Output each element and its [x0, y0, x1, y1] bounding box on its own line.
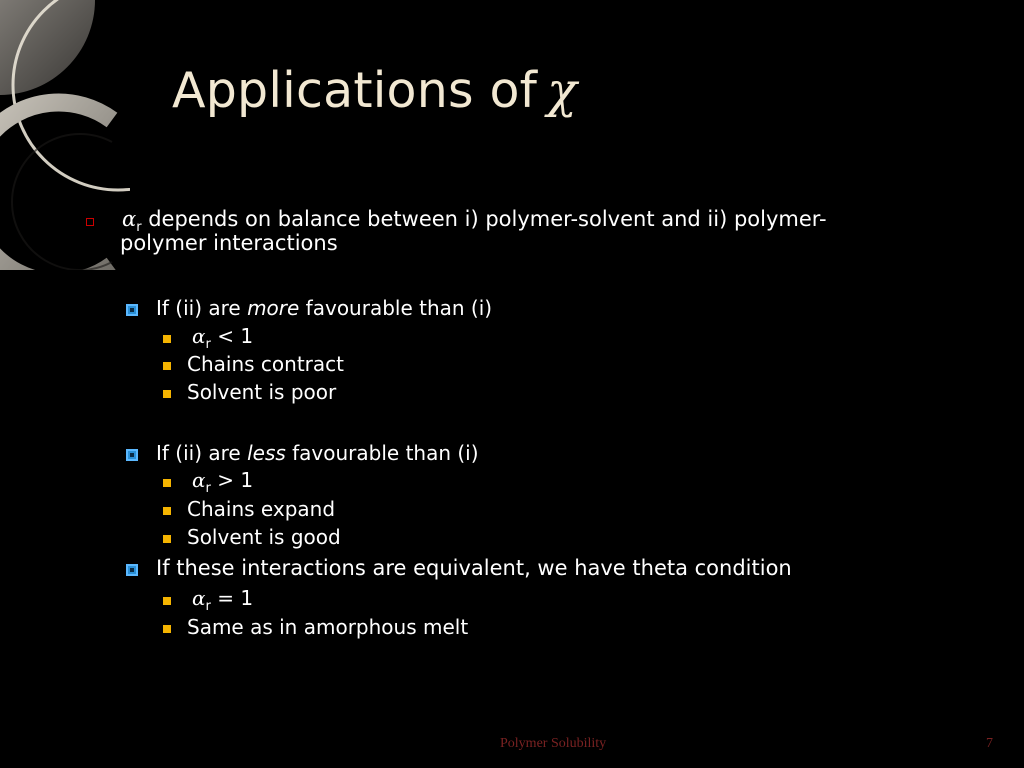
blue-square-bullet-icon	[126, 304, 138, 316]
intro-text: depends on balance between i) polymer-solvent and ii) polymer-	[141, 207, 827, 231]
heading-pre: If (ii) are	[156, 441, 248, 465]
item-text: < 1	[210, 324, 254, 348]
chi-symbol: χ	[547, 62, 578, 119]
intro-line-2: polymer interactions	[120, 231, 338, 255]
group-1-item-3: Solvent is poor	[187, 380, 337, 404]
group-2-item-2: Chains expand	[187, 497, 336, 521]
group-1-heading	[156, 296, 492, 320]
orange-square-bullet-icon	[163, 390, 171, 398]
outline-bullet-icon	[86, 218, 94, 226]
page-number: 7	[986, 736, 993, 751]
decorative-circles	[0, 0, 130, 270]
group-1-item-2: Chains contract	[187, 352, 344, 376]
orange-square-bullet-icon	[163, 535, 171, 543]
alpha-symbol: α	[192, 586, 206, 610]
footer-title: Polymer Solubility	[500, 736, 607, 751]
blue-square-bullet-icon	[126, 449, 138, 461]
group-2-item-1	[192, 468, 253, 496]
slide-title	[172, 62, 577, 119]
orange-square-bullet-icon	[163, 335, 171, 343]
orange-square-bullet-icon	[163, 507, 171, 515]
heading-pre: If these interactions are equivalent, we have theta condition	[156, 556, 792, 580]
item-text: > 1	[210, 468, 254, 492]
subscript-r: r	[205, 481, 211, 496]
heading-post: favourable than (i)	[285, 441, 479, 465]
alpha-symbol: α	[192, 468, 206, 492]
alpha-symbol: α	[192, 324, 206, 348]
orange-square-bullet-icon	[163, 479, 171, 487]
orange-square-bullet-icon	[163, 597, 171, 605]
item-text: = 1	[210, 586, 254, 610]
group-3-heading	[156, 556, 792, 580]
orange-square-bullet-icon	[163, 625, 171, 633]
heading-post: favourable than (i)	[299, 296, 493, 320]
group-1-item-1	[192, 324, 253, 352]
subscript-r: r	[136, 220, 142, 235]
heading-emphasis: less	[247, 441, 286, 465]
group-3-item-2: Same as in amorphous melt	[187, 615, 469, 639]
alpha-symbol: α	[122, 207, 137, 231]
subscript-r: r	[205, 599, 211, 614]
group-2-item-3: Solvent is good	[187, 525, 341, 549]
orange-square-bullet-icon	[163, 362, 171, 370]
blue-square-bullet-icon	[126, 564, 138, 576]
group-2-heading	[156, 441, 479, 465]
slide-title-text: Applications of	[172, 62, 538, 119]
heading-pre: If (ii) are	[156, 296, 248, 320]
subscript-r: r	[205, 337, 211, 352]
group-3-item-1	[192, 586, 253, 614]
heading-emphasis: more	[247, 296, 300, 320]
